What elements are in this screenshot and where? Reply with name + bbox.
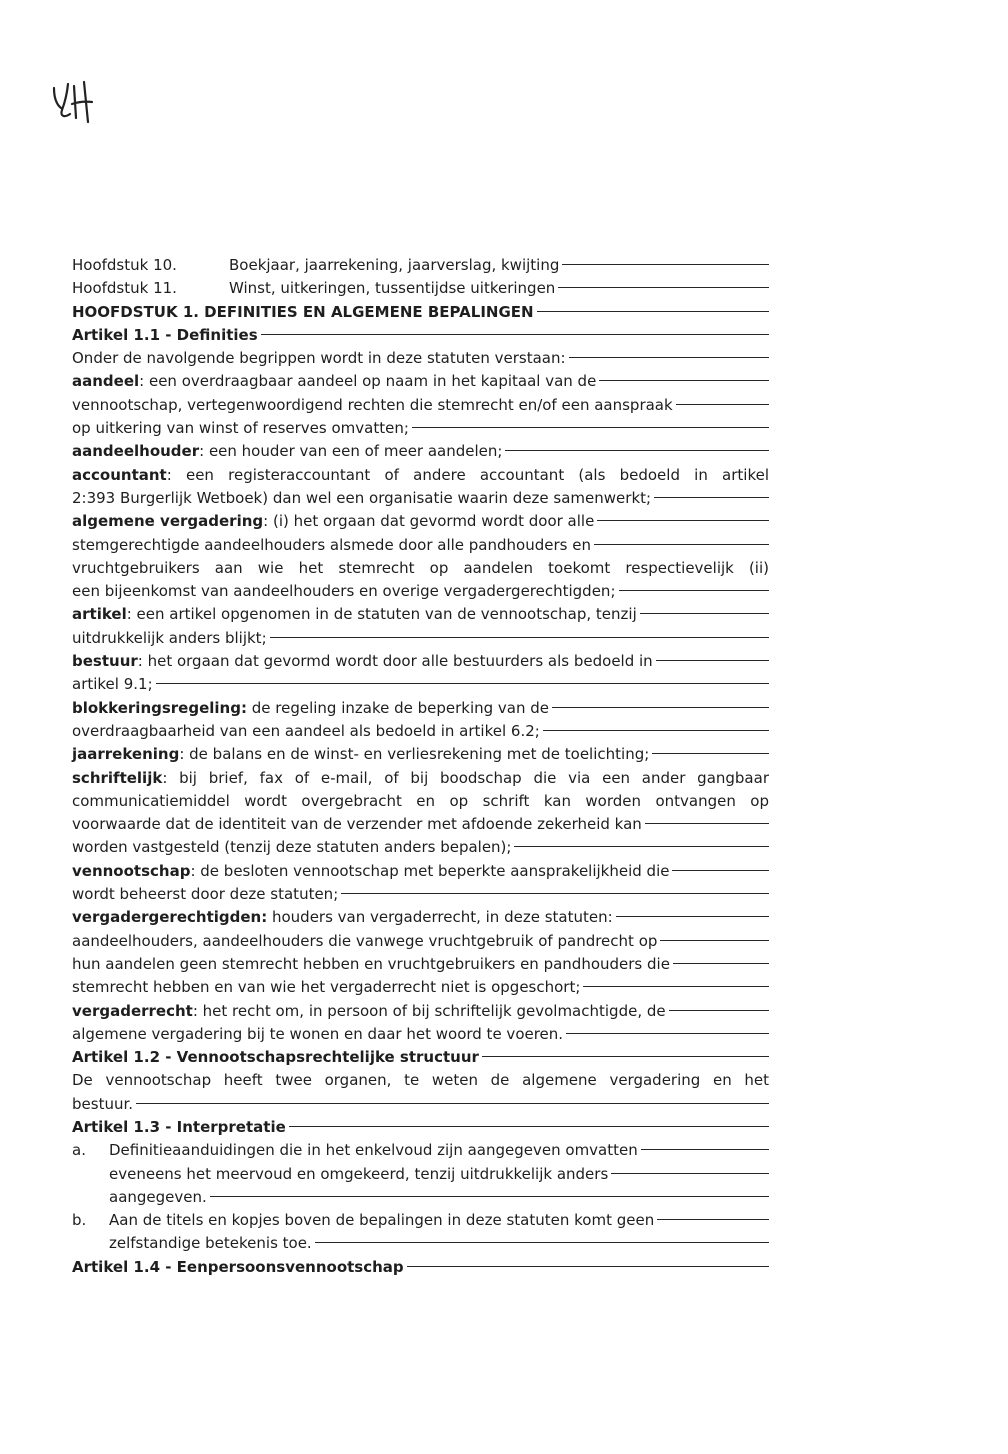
paragraph-line: communicatiemiddel wordt overgebracht en op schrift kan worden ontvangen op [72, 791, 769, 810]
definition-bestuur: bestuur: het orgaan dat gevormd wordt door alle bestuurders als bedoeld in [72, 650, 769, 673]
paragraph-line: zelfstandige betekenis toe. [72, 1232, 769, 1255]
paragraph-line: algemene vergadering bij te wonen en daar het woord te voeren. [72, 1023, 769, 1046]
paragraph-line: stemgerechtigde aandeelhouders alsmede door alle pandhouders en [72, 534, 769, 557]
paragraph-line: bestuur. [72, 1093, 769, 1116]
paragraph-line: op uitkering van winst of reserves omvatten; [72, 417, 769, 440]
statutes-page [72, 254, 769, 1279]
paragraph-line: vennootschap, vertegenwoordigend rechten die stemrecht en/of een aanspraak [72, 394, 769, 417]
definition-vergaderrecht: vergaderrecht: het recht om, in persoon of bij schriftelijk gevolmachtigde, de [72, 1000, 769, 1023]
article-heading: Artikel 1.4 - Eenpersoonsvennootschap [72, 1256, 769, 1279]
paragraph-line: worden vastgesteld (tenzij deze statuten anders bepalen); [72, 836, 769, 859]
chapter-heading: HOOFDSTUK 1. DEFINITIES EN ALGEMENE BEPALINGEN [72, 301, 769, 324]
paragraph-line: 2:393 Burgerlijk Wetboek) dan wel een organisatie waarin deze samenwerkt; [72, 487, 769, 510]
handwritten-initials [48, 78, 98, 134]
paragraph-line: vruchtgebruikers aan wie het stemrecht op aandelen toekomt respectievelijk (ii) [72, 558, 769, 577]
definition-artikel: artikel: een artikel opgenomen in de statuten van de vennootschap, tenzij [72, 603, 769, 626]
toc-entry: Hoofdstuk 10. Boekjaar, jaarrekening, jaarverslag, kwijting [72, 254, 769, 277]
paragraph-line: voorwaarde dat de identiteit van de verzender met afdoende zekerheid kan [72, 813, 769, 836]
definition-aandeelhouder: aandeelhouder: een houder van een of meer aandelen; [72, 440, 769, 463]
paragraph-line: artikel 9.1; [72, 673, 769, 696]
list-item: a. Definitieaanduidingen die in het enkelvoud zijn aangegeven omvatten [72, 1139, 769, 1162]
paragraph-line: wordt beheerst door deze statuten; [72, 883, 769, 906]
article-heading: Artikel 1.3 - Interpretatie [72, 1116, 769, 1139]
paragraph-line: aangegeven. [72, 1186, 769, 1209]
list-item: b. Aan de titels en kopjes boven de bepalingen in deze statuten komt geen [72, 1209, 769, 1232]
paragraph-line: hun aandelen geen stemrecht hebben en vruchtgebruikers en pandhouders die [72, 953, 769, 976]
definition-vergadergerechtigden: vergadergerechtigden: houders van vergaderrecht, in deze statuten: [72, 906, 769, 929]
paragraph-line: eveneens het meervoud en omgekeerd, tenzij uitdrukkelijk anders [72, 1163, 769, 1186]
definition-jaarrekening: jaarrekening: de balans en de winst- en verliesrekening met de toelichting; [72, 743, 769, 766]
definition-schriftelijk: schriftelijk: bij brief, fax of e-mail, of bij boodschap die via een ander gangbaar [72, 768, 769, 787]
definition-vennootschap: vennootschap: de besloten vennootschap met beperkte aansprakelijkheid die [72, 860, 769, 883]
article-heading: Artikel 1.1 - Definities [72, 324, 769, 347]
definition-aandeel: aandeel: een overdraagbaar aandeel op naam in het kapitaal van de [72, 370, 769, 393]
paragraph-line: uitdrukkelijk anders blijkt; [72, 627, 769, 650]
definition-algemene-vergadering: algemene vergadering: (i) het orgaan dat gevormd wordt door alle [72, 510, 769, 533]
definition-blokkeringsregeling: blokkeringsregeling: de regeling inzake de beperking van de [72, 697, 769, 720]
paragraph-line: aandeelhouders, aandeelhouders die vanwege vruchtgebruik of pandrecht op [72, 930, 769, 953]
paragraph-line: overdraagbaarheid van een aandeel als bedoeld in artikel 6.2; [72, 720, 769, 743]
paragraph-line: een bijeenkomst van aandeelhouders en overige vergadergerechtigden; [72, 580, 769, 603]
paragraph-line: Onder de navolgende begrippen wordt in deze statuten verstaan: [72, 347, 769, 370]
article-heading: Artikel 1.2 - Vennootschapsrechtelijke structuur [72, 1046, 769, 1069]
paragraph-line: De vennootschap heeft twee organen, te weten de algemene vergadering en het [72, 1071, 769, 1090]
toc-entry: Hoofdstuk 11. Winst, uitkeringen, tussentijdse uitkeringen [72, 277, 769, 300]
definition-accountant: accountant: een registeraccountant of andere accountant (als bedoeld in artikel [72, 465, 769, 484]
paragraph-line: stemrecht hebben en van wie het vergaderrecht niet is opgeschort; [72, 976, 769, 999]
